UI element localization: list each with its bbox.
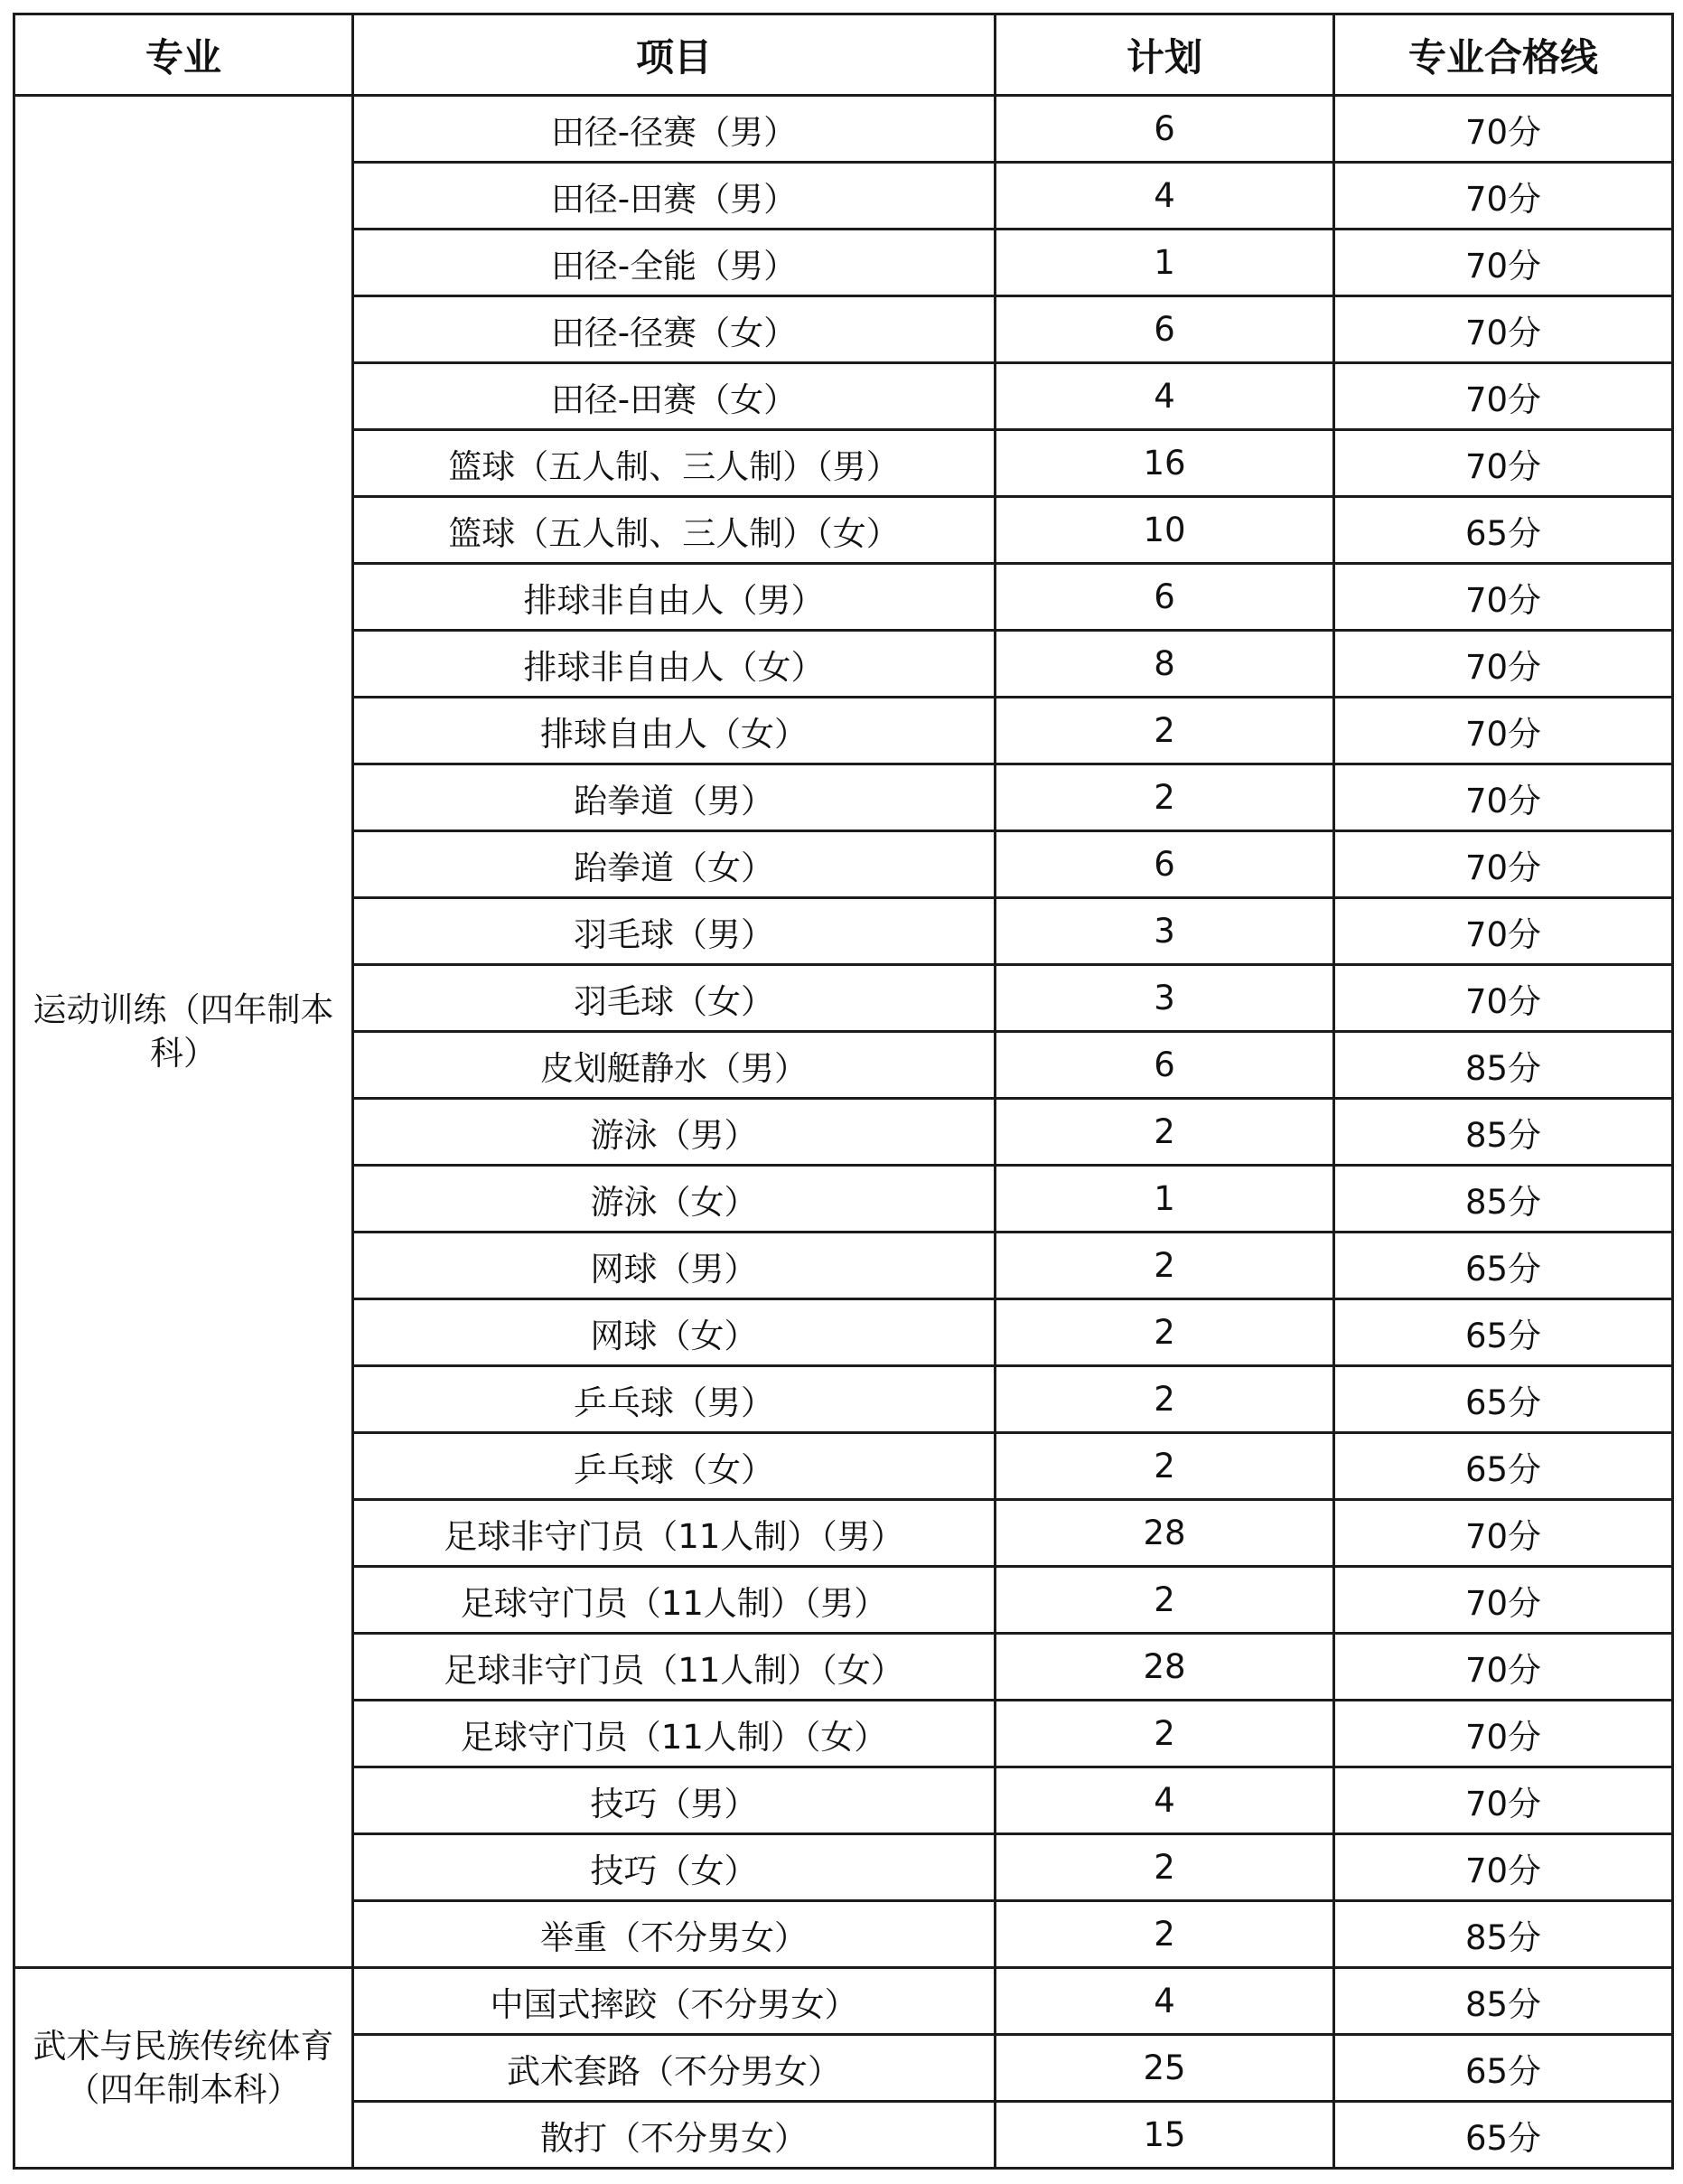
plan-cell: 28 [996,1634,1334,1701]
score-cell: 65分 [1334,1433,1673,1500]
item-cell: 羽毛球（女） [353,965,996,1032]
item-cell: 网球（女） [353,1299,996,1366]
plan-cell: 16 [996,430,1334,497]
score-cell: 70分 [1334,430,1673,497]
plan-cell: 25 [996,2035,1334,2102]
score-cell: 65分 [1334,2035,1673,2102]
major-cell: 武术与民族传统体育（四年制本科） [14,1968,353,2169]
item-cell: 田径-径赛（女） [353,296,996,363]
header-score: 专业合格线 [1334,14,1673,96]
header-plan: 计划 [996,14,1334,96]
item-cell: 皮划艇静水（男） [353,1032,996,1099]
score-cell: 85分 [1334,1968,1673,2035]
header-major: 专业 [14,14,353,96]
item-cell: 田径-田赛（男） [353,163,996,230]
item-cell: 足球守门员（11人制）（男） [353,1567,996,1634]
plan-cell: 2 [996,1366,1334,1433]
item-cell: 乒乓球（女） [353,1433,996,1500]
score-cell: 70分 [1334,1834,1673,1901]
score-cell: 70分 [1334,296,1673,363]
item-cell: 足球非守门员（11人制）（男） [353,1500,996,1567]
plan-cell: 2 [996,698,1334,764]
score-cell: 85分 [1334,1032,1673,1099]
score-cell: 70分 [1334,831,1673,898]
item-cell: 乒乓球（男） [353,1366,996,1433]
plan-cell: 3 [996,965,1334,1032]
score-cell: 65分 [1334,1233,1673,1299]
plan-cell: 2 [996,1834,1334,1901]
plan-cell: 2 [996,1233,1334,1299]
item-cell: 网球（男） [353,1233,996,1299]
item-cell: 田径-田赛（女） [353,363,996,430]
score-cell: 85分 [1334,1099,1673,1166]
item-cell: 跆拳道（女） [353,831,996,898]
item-cell: 足球守门员（11人制）（女） [353,1701,996,1767]
plan-cell: 2 [996,1433,1334,1500]
header-row [14,14,1673,96]
plan-cell: 6 [996,1032,1334,1099]
plan-cell: 2 [996,1567,1334,1634]
item-cell: 跆拳道（男） [353,764,996,831]
item-cell: 排球自由人（女） [353,698,996,764]
score-cell: 70分 [1334,1634,1673,1701]
score-cell: 70分 [1334,631,1673,698]
score-cell: 70分 [1334,1567,1673,1634]
item-cell: 排球非自由人（女） [353,631,996,698]
item-cell: 篮球（五人制、三人制）（女） [353,497,996,564]
plan-cell: 4 [996,163,1334,230]
score-cell: 70分 [1334,564,1673,631]
score-cell: 70分 [1334,163,1673,230]
plan-cell: 1 [996,1166,1334,1233]
score-cell: 70分 [1334,764,1673,831]
table-body [14,96,1673,2169]
plan-cell: 8 [996,631,1334,698]
admission-table [13,13,1674,2170]
score-cell: 70分 [1334,965,1673,1032]
item-cell: 中国式摔跤（不分男女） [353,1968,996,2035]
plan-cell: 6 [996,296,1334,363]
plan-cell: 1 [996,230,1334,296]
plan-cell: 6 [996,96,1334,163]
plan-cell: 2 [996,1099,1334,1166]
plan-cell: 4 [996,363,1334,430]
item-cell: 技巧（男） [353,1767,996,1834]
score-cell: 85分 [1334,1166,1673,1233]
plan-cell: 4 [996,1767,1334,1834]
item-cell: 武术套路（不分男女） [353,2035,996,2102]
score-cell: 65分 [1334,2102,1673,2169]
plan-cell: 28 [996,1500,1334,1567]
plan-cell: 2 [996,1299,1334,1366]
plan-cell: 3 [996,898,1334,965]
plan-cell: 2 [996,1701,1334,1767]
plan-cell: 10 [996,497,1334,564]
header-item: 项目 [353,14,996,96]
item-cell: 田径-全能（男） [353,230,996,296]
plan-cell: 6 [996,564,1334,631]
plan-cell: 2 [996,764,1334,831]
score-cell: 70分 [1334,698,1673,764]
item-cell: 篮球（五人制、三人制）（男） [353,430,996,497]
score-cell: 65分 [1334,1299,1673,1366]
table-row [14,1968,1673,2035]
plan-cell: 6 [996,831,1334,898]
item-cell: 游泳（男） [353,1099,996,1166]
score-cell: 70分 [1334,96,1673,163]
item-cell: 散打（不分男女） [353,2102,996,2169]
score-cell: 70分 [1334,363,1673,430]
plan-cell: 4 [996,1968,1334,2035]
plan-cell: 15 [996,2102,1334,2169]
score-cell: 70分 [1334,898,1673,965]
table-row [14,96,1673,163]
score-cell: 65分 [1334,1366,1673,1433]
item-cell: 羽毛球（男） [353,898,996,965]
score-cell: 70分 [1334,1767,1673,1834]
item-cell: 足球非守门员（11人制）（女） [353,1634,996,1701]
table-header [14,14,1673,96]
score-cell: 70分 [1334,1701,1673,1767]
score-cell: 70分 [1334,230,1673,296]
item-cell: 举重（不分男女） [353,1901,996,1968]
item-cell: 游泳（女） [353,1166,996,1233]
item-cell: 田径-径赛（男） [353,96,996,163]
score-cell: 70分 [1334,1500,1673,1567]
score-cell: 65分 [1334,497,1673,564]
major-cell: 运动训练（四年制本科） [14,96,353,1968]
score-cell: 85分 [1334,1901,1673,1968]
item-cell: 排球非自由人（男） [353,564,996,631]
item-cell: 技巧（女） [353,1834,996,1901]
plan-cell: 2 [996,1901,1334,1968]
